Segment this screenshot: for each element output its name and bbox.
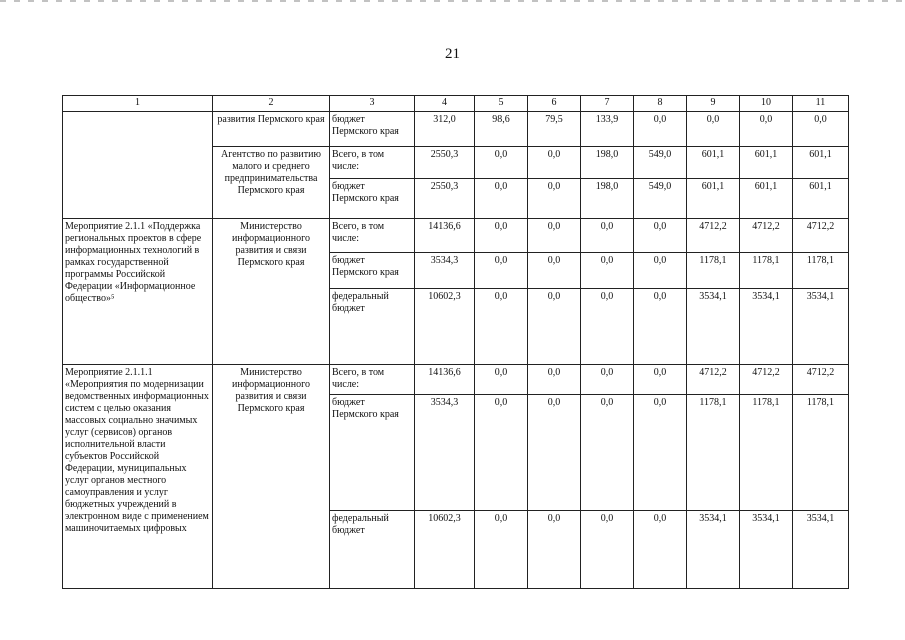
value-cell: 312,0 bbox=[415, 112, 475, 147]
value-cell: 4712,2 bbox=[793, 365, 849, 395]
value-cell: 3534,1 bbox=[793, 511, 849, 589]
source-cell: федеральный бюджет bbox=[330, 289, 415, 365]
value-cell: 2550,3 bbox=[415, 179, 475, 219]
value-cell: 0,0 bbox=[528, 147, 581, 179]
measure-name-cell: Мероприятие 2.1.1.1 «Мероприятия по модернизации ведомственных информационных систем с целью оказания массовых социально значимых услуг (сервисов) органов исполнительной власти субъектов Российской Федерации, муниципальных услуг органов местного самоуправления и услуг бюджетных учреждений в электронном виде с применением машиночитаемых цифровых bbox=[63, 365, 213, 589]
value-cell: 1178,1 bbox=[687, 395, 740, 511]
value-cell: 4712,2 bbox=[740, 365, 793, 395]
value-cell: 0,0 bbox=[581, 395, 634, 511]
value-cell: 0,0 bbox=[687, 112, 740, 147]
value-cell: 0,0 bbox=[528, 511, 581, 589]
value-cell: 1178,1 bbox=[740, 395, 793, 511]
value-cell: 0,0 bbox=[581, 511, 634, 589]
header-row bbox=[63, 96, 849, 112]
value-cell: 2550,3 bbox=[415, 147, 475, 179]
value-cell: 0,0 bbox=[475, 219, 528, 253]
value-cell: 0,0 bbox=[581, 253, 634, 289]
value-cell: 0,0 bbox=[528, 395, 581, 511]
executor-cell: Министерство информационного развития и связи Пермского края bbox=[213, 219, 330, 365]
value-cell: 0,0 bbox=[634, 253, 687, 289]
value-cell: 3534,1 bbox=[793, 289, 849, 365]
value-cell: 1178,1 bbox=[687, 253, 740, 289]
value-cell: 0,0 bbox=[581, 219, 634, 253]
header-cell: 7 bbox=[581, 96, 634, 112]
value-cell: 0,0 bbox=[475, 365, 528, 395]
value-cell: 198,0 bbox=[581, 179, 634, 219]
measure-name-cell-empty bbox=[63, 112, 213, 219]
value-cell: 0,0 bbox=[528, 365, 581, 395]
header-cell: 3 bbox=[330, 96, 415, 112]
value-cell: 0,0 bbox=[634, 365, 687, 395]
page-number: 21 bbox=[445, 46, 460, 62]
value-cell: 0,0 bbox=[475, 289, 528, 365]
value-cell: 3534,1 bbox=[687, 511, 740, 589]
value-cell: 0,0 bbox=[528, 253, 581, 289]
value-cell: 98,6 bbox=[475, 112, 528, 147]
executor-cell: Агентство по развитию малого и среднего предпринимательства Пермского края bbox=[213, 147, 330, 219]
header-cell: 1 bbox=[63, 96, 213, 112]
header-cell: 5 bbox=[475, 96, 528, 112]
header-cell: 6 bbox=[528, 96, 581, 112]
value-cell: 1178,1 bbox=[793, 395, 849, 511]
table-row bbox=[63, 112, 849, 147]
value-cell: 0,0 bbox=[634, 289, 687, 365]
value-cell: 3534,1 bbox=[687, 289, 740, 365]
value-cell: 549,0 bbox=[634, 147, 687, 179]
value-cell: 0,0 bbox=[475, 147, 528, 179]
value-cell: 3534,1 bbox=[740, 289, 793, 365]
value-cell: 0,0 bbox=[475, 395, 528, 511]
value-cell: 0,0 bbox=[475, 253, 528, 289]
value-cell: 4712,2 bbox=[793, 219, 849, 253]
value-cell: 14136,6 bbox=[415, 219, 475, 253]
measure-name-cell: Мероприятие 2.1.1 «Поддержка региональных проектов в сфере информационных технологий в рамках государственной программы Российской Федерации «Информационное общество»⁵ bbox=[63, 219, 213, 365]
executor-cell: развития Пермского края bbox=[213, 112, 330, 147]
header-cell: 2 bbox=[213, 96, 330, 112]
value-cell: 0,0 bbox=[581, 365, 634, 395]
value-cell: 79,5 bbox=[528, 112, 581, 147]
value-cell: 10602,3 bbox=[415, 289, 475, 365]
source-cell: бюджет Пермского края bbox=[330, 179, 415, 219]
table-row bbox=[63, 365, 849, 395]
source-cell: бюджет Пермского края bbox=[330, 395, 415, 511]
source-cell: Всего, в том числе: bbox=[330, 219, 415, 253]
value-cell: 0,0 bbox=[475, 511, 528, 589]
executor-cell: Министерство информационного развития и связи Пермского края bbox=[213, 365, 330, 589]
value-cell: 601,1 bbox=[740, 147, 793, 179]
value-cell: 601,1 bbox=[687, 147, 740, 179]
value-cell: 601,1 bbox=[740, 179, 793, 219]
value-cell: 0,0 bbox=[740, 112, 793, 147]
value-cell: 0,0 bbox=[634, 219, 687, 253]
value-cell: 3534,1 bbox=[740, 511, 793, 589]
source-cell: бюджет Пермского края bbox=[330, 253, 415, 289]
table-row bbox=[63, 219, 849, 253]
value-cell: 549,0 bbox=[634, 179, 687, 219]
value-cell: 0,0 bbox=[528, 179, 581, 219]
header-cell: 9 bbox=[687, 96, 740, 112]
value-cell: 0,0 bbox=[634, 395, 687, 511]
source-cell: бюджет Пермского края bbox=[330, 112, 415, 147]
source-cell: Всего, в том числе: bbox=[330, 147, 415, 179]
value-cell: 601,1 bbox=[687, 179, 740, 219]
value-cell: 4712,2 bbox=[740, 219, 793, 253]
value-cell: 1178,1 bbox=[793, 253, 849, 289]
value-cell: 0,0 bbox=[528, 219, 581, 253]
header-cell: 4 bbox=[415, 96, 475, 112]
value-cell: 3534,3 bbox=[415, 253, 475, 289]
header-cell: 11 bbox=[793, 96, 849, 112]
header-cell: 10 bbox=[740, 96, 793, 112]
value-cell: 1178,1 bbox=[740, 253, 793, 289]
source-cell: федеральный бюджет bbox=[330, 511, 415, 589]
value-cell: 0,0 bbox=[581, 289, 634, 365]
budget-table bbox=[62, 95, 849, 589]
value-cell: 3534,3 bbox=[415, 395, 475, 511]
value-cell: 198,0 bbox=[581, 147, 634, 179]
header-cell: 8 bbox=[634, 96, 687, 112]
scan-edge-artifact bbox=[0, 0, 905, 2]
value-cell: 0,0 bbox=[528, 289, 581, 365]
value-cell: 601,1 bbox=[793, 147, 849, 179]
value-cell: 4712,2 bbox=[687, 365, 740, 395]
value-cell: 10602,3 bbox=[415, 511, 475, 589]
value-cell: 0,0 bbox=[634, 112, 687, 147]
value-cell: 133,9 bbox=[581, 112, 634, 147]
value-cell: 14136,6 bbox=[415, 365, 475, 395]
value-cell: 0,0 bbox=[475, 179, 528, 219]
value-cell: 0,0 bbox=[793, 112, 849, 147]
value-cell: 601,1 bbox=[793, 179, 849, 219]
source-cell: Всего, в том числе: bbox=[330, 365, 415, 395]
value-cell: 0,0 bbox=[634, 511, 687, 589]
value-cell: 4712,2 bbox=[687, 219, 740, 253]
